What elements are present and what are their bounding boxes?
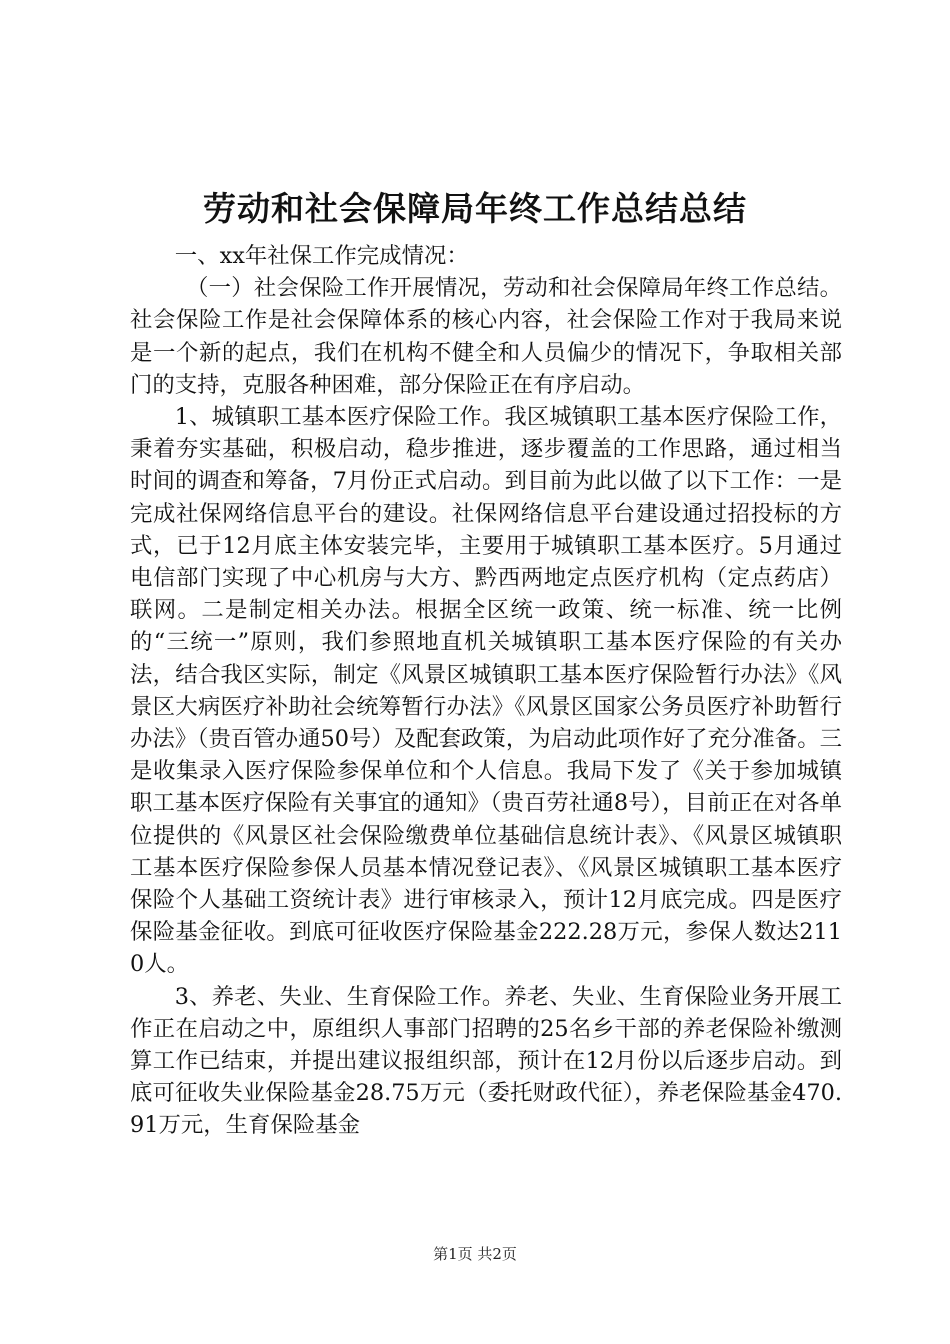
document-title: 劳动和社会保障局年终工作总结总结 (203, 189, 747, 228)
paragraph-social-insurance: （一）社会保险工作开展情况，劳动和社会保障局年终工作总结。社会保险工作是社会保障体系的核心内容，社会保险工作对于我局来说是一个新的起点，我们在机构不健全和人员偏少的情况下，争取相关部门的支持，克服各种困难，部分保险正在有序启动。 (130, 275, 842, 398)
paragraph-pension-insurance: 3、养老、失业、生育保险工作。养老、失业、生育保险业务开展工作正在启动之中，原组织人事部门招聘的25名乡干部的养老保险补缴测算工作已结束，并提出建议报组织部，预计在12月份以后逐步启动。到底可征收失业保险基金28.75万元（委托财政代征），养老保险基金470.91万元，生育保险基金 (130, 983, 842, 1139)
section-heading: 一、xx年社保工作完成情况： (174, 243, 469, 269)
paragraph-medical-insurance: 1、城镇职工基本医疗保险工作。我区城镇职工基本医疗保险工作，秉着夯实基础，积极启动，稳步推进，逐步覆盖的工作思路，通过相当时间的调查和筹备，7月份正式启动。到目前为此以做了以下工作：一是完成社保网络信息平台的建设。社保网络信息平台建设通过招投标的方式，已于12月底主体安装完毕，主要用于城镇职工基本医疗。5月通过电信部门实现了中心机房与大方、黔西两地定点医疗机构（定点药店）联网。二是制定相关办法。根据全区统一政策、统一标准、统一比例的“三统一”原则，我们参照地直机关城镇职工基本医疗保险的有关办法，结合我区实际，制定《风景区城镇职工基本医疗保险暂行办法》《风景区大病医疗补助社会统筹暂行办法》《风景区国家公务员医疗补助暂行办法》（贵百管办通50号）及配套政策，为启动此项作好了充分准备。三是收集录入医疗保险参保单位和个人信息。我局下发了《关于参加城镇职工基本医疗保险有关事宜的通知》（贵百劳社通8号），目前正在对各单位提供的《风景区社会保险缴费单位基础信息统计表》、《风景区城镇职工基本医疗保险参保人员基本情况登记表》、《风景区城镇职工基本医疗保险个人基础工资统计表》进行审核录入，预计12月底完成。四是医疗保险基金征收。到底可征收医疗保险基金222.28万元，参保人数达2110人。 (130, 404, 842, 978)
page-footer: 第1页 共2页 (433, 1245, 517, 1263)
document-body (130, 240, 842, 1142)
